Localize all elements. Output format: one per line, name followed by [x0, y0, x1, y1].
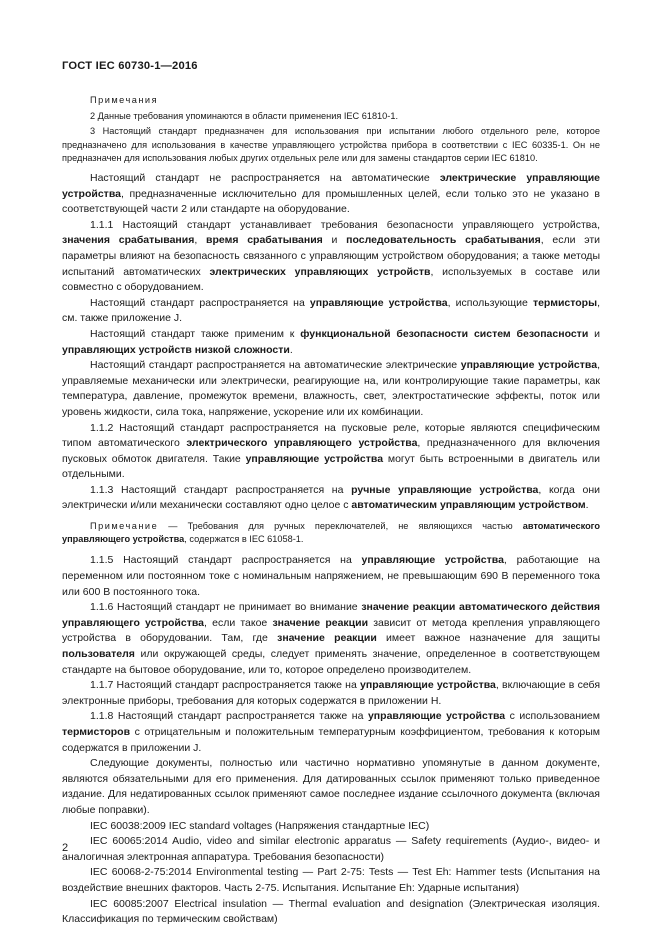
paragraph: 1.1.1 Настоящий стандарт устанавливает требования безопасности управляющего устройства, значения срабатывания, время срабатывания и последовательность срабатывания, если эти параметры влияют на безопасность связанного с управляющим устройством оборудования; а также методы испытаний автоматических электрических управляющих устройств, используемых в составе или совместно с оборудованием.: [62, 218, 601, 294]
page-number: 2: [62, 842, 69, 854]
reference-item: IEC 60038:2009 IEC standard voltages (Напряжения стандартные IEC): [90, 819, 430, 832]
document-page: [62, 60, 600, 928]
note-item: 2 Данные требования упоминаются в области применения IEC 61810-1.: [90, 111, 398, 122]
notes-block: [62, 94, 600, 165]
paragraph: 1.1.3 Настоящий стандарт распространяется на ручные управляющие устройства, когда они электрически и/или механически составляют одно целое с автоматическим управляющим устройством.: [62, 483, 600, 512]
paragraph: Настоящий стандарт не распространяется на автоматические электрические управляющие устройства, предназначенные исключительно для промышленных целей, если только это не указано в соответствующей части 2 или стандарте на оборудование.: [62, 172, 600, 216]
reference-item: IEC 60085:2007 Electrical insulation — Thermal evaluation and designation (Электрическая изоляция. Классификация по термическим свойствам): [62, 897, 600, 926]
body-text: [62, 171, 600, 928]
paragraph: 1.1.5 Настоящий стандарт распространяется на управляющие устройства, работающие на переменном или постоянном токе с номинальным напряжением, не превышающим 690 В переменного тока или 600 В постоянного тока.: [62, 554, 600, 598]
paragraph: Настоящий стандарт распространяется на управляющие устройства, использующие термисторы, см. также приложение J.: [62, 296, 600, 325]
reference-item: IEC 60065:2014 Audio, video and similar electronic apparatus — Safety requirements (Аудио-, видео- и аналогичная электронная аппаратура. Требования безопасности): [62, 835, 600, 863]
paragraph: 1.1.6 Настоящий стандарт не принимает во внимание значение реакции автоматического действия управляющего устройства, если такое значение реакции зависит от метода крепления управляющего устройства в оборудовании. Там, где значение реакции имеет важное назначение для защиты пользователя или окружающей среды, следует применять значение, определенное в соответствующем стандарте на бытовое оборудование, или то, которое определено производителем.: [62, 601, 601, 676]
paragraph: 1.1.7 Настоящий стандарт распространяется также на управляющие устройства, включающие в себя электронные приборы, требования для которых содержатся в приложении H.: [62, 679, 601, 707]
paragraph: 1.1.8 Настоящий стандарт распространяется также на управляющие устройства с использованием термисторов с отрицательным и положительным температурным коэффициентом, требования к которым содержатся в приложении J.: [62, 710, 600, 754]
document-header: ГОСТ IEC 60730-1—2016: [62, 60, 198, 72]
inline-note: Примечание — Требования для ручных переключателей, не являющихся частью автоматического управляющего устройства, содержатся в IEC 61058-1.: [62, 521, 600, 545]
notes-title: Примечания: [90, 95, 159, 105]
paragraph: 1.1.2 Настоящий стандарт распространяется на пусковые реле, которые являются специфическим типом автоматического электрического управляющего устройства, предназначенного для включения пусковых обмоток двигателя. Такие управляющие устройства могут быть встроенными в двигатель или отдельными.: [62, 421, 600, 481]
reference-item: IEC 60068-2-75:2014 Environmental testing — Part 2-75: Tests — Test Eh: Hammer tests (Испытания на воздействие внешних факторов. Часть 2-75. Испытания. Испытание Eh: Ударные испытания): [62, 866, 600, 894]
note-item: 3 Настоящий стандарт предназначен для использования при испытании любого отдельного реле, которое предназначено для использования в качестве управляющего устройства прибора в соответствии с IEC 60335-1. Он не предназначен для использования любых других отдельных реле или для замены стандартов серии IEC 61810.: [62, 126, 600, 163]
paragraph: Настоящий стандарт также применим к функциональной безопасности систем безопасности и управляющих устройств низкой сложности.: [62, 327, 600, 356]
paragraph: Настоящий стандарт распространяется на автоматические электрические управляющие устройства, управляемые механически или электрически, реагирующие на, или контролирующие такие параметры, как температура, давление, промежуток времени, влажность, свет, электростатические эффекты, поток или уровень жидкости, сила тока, напряжение, ускорение или их комбинации.: [62, 359, 600, 418]
paragraph: Следующие документы, полностью или частично нормативно упомянутые в данном документе, являются обязательными для его применения. Для датированных ссылок применяют только приведенное издание. Для недатированных ссылок применяют самое последнее издание ссылочного документа (включая любые поправки).: [62, 757, 600, 816]
